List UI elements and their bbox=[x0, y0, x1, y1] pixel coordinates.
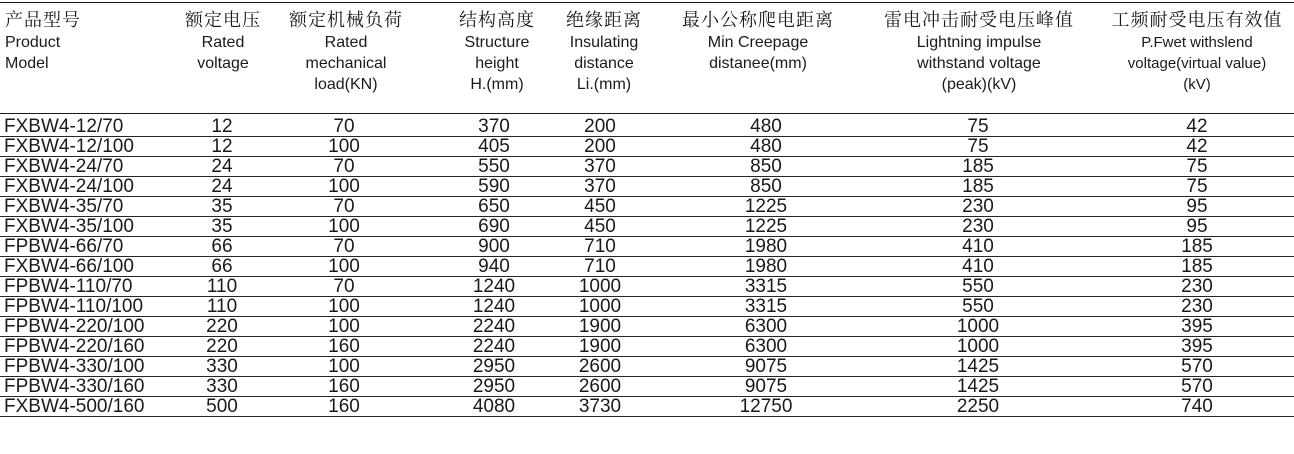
header-zh: 绝缘距离 bbox=[566, 10, 642, 31]
rated-voltage-cell: 110 bbox=[206, 296, 238, 317]
insulating-distance-cell: 3730 bbox=[578, 396, 622, 417]
creepage-distance-cell: 6300 bbox=[744, 316, 788, 337]
power-frequency-cell: 75 bbox=[1186, 156, 1208, 177]
insulating-distance-cell: 370 bbox=[584, 156, 616, 177]
structure-height-cell: 2950 bbox=[472, 356, 516, 377]
rated-voltage-cell: 12 bbox=[211, 136, 233, 157]
structure-height-cell: 940 bbox=[478, 256, 510, 277]
structure-height-cell: 2950 bbox=[472, 376, 516, 397]
mechanical-load-cell: 70 bbox=[333, 196, 355, 217]
header-product-model bbox=[5, 10, 155, 74]
power-frequency-cell: 75 bbox=[1186, 176, 1208, 197]
model-cell: FPBW4-110/100 bbox=[4, 296, 144, 317]
rated-voltage-cell: 330 bbox=[206, 376, 238, 397]
lightning-impulse-cell: 2250 bbox=[956, 396, 1000, 417]
mechanical-load-cell: 160 bbox=[328, 336, 360, 357]
mechanical-load-cell: 100 bbox=[328, 256, 360, 277]
model-cell: FPBW4-220/160 bbox=[4, 336, 145, 357]
table-row bbox=[0, 337, 1294, 357]
mechanical-load-cell: 70 bbox=[333, 276, 355, 297]
structure-height-cell: 2240 bbox=[472, 316, 516, 337]
header-zh: 雷电冲击耐受电压峰值 bbox=[884, 10, 1074, 31]
power-frequency-cell: 185 bbox=[1181, 236, 1213, 257]
structure-height-cell: 690 bbox=[478, 216, 510, 237]
mechanical-load-cell: 100 bbox=[328, 356, 360, 377]
power-frequency-cell: 95 bbox=[1186, 196, 1208, 217]
rated-voltage-cell: 220 bbox=[206, 336, 238, 357]
power-frequency-cell: 230 bbox=[1181, 276, 1213, 297]
lightning-impulse-cell: 75 bbox=[967, 136, 989, 157]
model-cell: FPBW4-330/160 bbox=[4, 376, 145, 397]
rated-voltage-cell: 35 bbox=[211, 216, 233, 237]
header-en: P.Fwet withslend voltage(virtual value) (kV) bbox=[1127, 34, 1267, 93]
header-en: Product Model bbox=[5, 34, 61, 72]
header-rated-voltage bbox=[172, 10, 274, 74]
rated-voltage-cell: 500 bbox=[206, 396, 238, 417]
power-frequency-cell: 740 bbox=[1181, 396, 1213, 417]
rated-voltage-cell: 24 bbox=[211, 156, 233, 177]
power-frequency-cell: 185 bbox=[1181, 256, 1213, 277]
insulating-distance-cell: 1900 bbox=[578, 316, 622, 337]
model-cell: FXBW4-24/100 bbox=[4, 176, 134, 197]
power-frequency-cell: 42 bbox=[1186, 116, 1208, 137]
creepage-distance-cell: 1980 bbox=[744, 236, 788, 257]
creepage-distance-cell: 1225 bbox=[744, 216, 788, 237]
power-frequency-cell: 570 bbox=[1181, 376, 1213, 397]
lightning-impulse-cell: 1425 bbox=[956, 376, 1000, 397]
header-zh: 结构高度 bbox=[459, 10, 535, 31]
creepage-distance-cell: 9075 bbox=[744, 356, 788, 377]
model-cell: FXBW4-12/100 bbox=[4, 136, 134, 157]
mechanical-load-cell: 160 bbox=[328, 396, 360, 417]
table-row bbox=[0, 237, 1294, 257]
insulating-distance-cell: 1900 bbox=[578, 336, 622, 357]
mechanical-load-cell: 100 bbox=[328, 296, 360, 317]
header-zh: 额定机械负荷 bbox=[289, 10, 403, 31]
insulating-distance-cell: 1000 bbox=[578, 276, 622, 297]
insulating-distance-cell: 200 bbox=[584, 116, 616, 137]
model-cell: FXBW4-35/100 bbox=[4, 216, 134, 237]
rated-voltage-cell: 12 bbox=[211, 116, 233, 137]
creepage-distance-cell: 480 bbox=[750, 136, 782, 157]
creepage-distance-cell: 850 bbox=[750, 176, 782, 197]
header-en: Structure height H.(mm) bbox=[464, 34, 530, 93]
power-frequency-cell: 230 bbox=[1181, 296, 1213, 317]
creepage-distance-cell: 480 bbox=[750, 116, 782, 137]
creepage-distance-cell: 1980 bbox=[744, 256, 788, 277]
model-cell: FPBW4-110/70 bbox=[4, 276, 133, 297]
structure-height-cell: 550 bbox=[478, 156, 510, 177]
table-row bbox=[0, 397, 1294, 417]
header-structure-height bbox=[442, 10, 552, 95]
insulating-distance-cell: 710 bbox=[584, 256, 616, 277]
header-zh: 产品型号 bbox=[5, 10, 81, 31]
creepage-distance-cell: 850 bbox=[750, 156, 782, 177]
structure-height-cell: 650 bbox=[478, 196, 510, 217]
insulating-distance-cell: 710 bbox=[584, 236, 616, 257]
lightning-impulse-cell: 230 bbox=[962, 216, 994, 237]
table-row bbox=[0, 297, 1294, 317]
structure-height-cell: 4080 bbox=[472, 396, 516, 417]
lightning-impulse-cell: 550 bbox=[962, 296, 994, 317]
insulating-distance-cell: 2600 bbox=[578, 356, 622, 377]
rated-voltage-cell: 66 bbox=[211, 256, 233, 277]
model-cell: FXBW4-12/70 bbox=[4, 116, 124, 137]
header-lightning-impulse-voltage bbox=[862, 10, 1096, 95]
mechanical-load-cell: 70 bbox=[333, 156, 355, 177]
table-row bbox=[0, 137, 1294, 157]
table-row bbox=[0, 257, 1294, 277]
power-frequency-cell: 570 bbox=[1181, 356, 1213, 377]
lightning-impulse-cell: 550 bbox=[962, 276, 994, 297]
model-cell: FPBW4-220/100 bbox=[4, 316, 145, 337]
header-zh: 工频耐受电压有效值 bbox=[1111, 10, 1283, 31]
mechanical-load-cell: 70 bbox=[333, 116, 355, 137]
header-bottom-rule bbox=[0, 113, 1294, 114]
table-row bbox=[0, 277, 1294, 297]
creepage-distance-cell: 3315 bbox=[744, 276, 788, 297]
structure-height-cell: 2240 bbox=[472, 336, 516, 357]
insulating-distance-cell: 1000 bbox=[578, 296, 622, 317]
header-en: Min Creepage distanee(mm) bbox=[707, 34, 809, 72]
power-frequency-cell: 42 bbox=[1186, 136, 1208, 157]
lightning-impulse-cell: 1000 bbox=[956, 336, 1000, 357]
model-cell: FXBW4-66/100 bbox=[4, 256, 134, 277]
table-row bbox=[0, 197, 1294, 217]
header-rated-mechanical-load bbox=[284, 10, 408, 95]
creepage-distance-cell: 1225 bbox=[744, 196, 788, 217]
table-row bbox=[0, 357, 1294, 377]
insulating-distance-cell: 450 bbox=[584, 196, 616, 217]
table-row bbox=[0, 217, 1294, 237]
header-en: Insulating distance Li.(mm) bbox=[569, 34, 639, 93]
lightning-impulse-cell: 410 bbox=[962, 256, 994, 277]
mechanical-load-cell: 100 bbox=[328, 316, 360, 337]
model-cell: FXBW4-24/70 bbox=[4, 156, 124, 177]
rated-voltage-cell: 35 bbox=[211, 196, 233, 217]
insulating-distance-cell: 370 bbox=[584, 176, 616, 197]
table-row bbox=[0, 177, 1294, 197]
creepage-distance-cell: 3315 bbox=[744, 296, 788, 317]
model-cell: FPBW4-66/70 bbox=[4, 236, 124, 257]
rated-voltage-cell: 330 bbox=[206, 356, 238, 377]
lightning-impulse-cell: 75 bbox=[967, 116, 989, 137]
header-zh: 额定电压 bbox=[185, 10, 261, 31]
creepage-distance-cell: 6300 bbox=[744, 336, 788, 357]
table-row bbox=[0, 377, 1294, 397]
lightning-impulse-cell: 410 bbox=[962, 236, 994, 257]
model-cell: FXBW4-35/70 bbox=[4, 196, 124, 217]
header-min-creepage-distance bbox=[662, 10, 854, 74]
table-row bbox=[0, 317, 1294, 337]
structure-height-cell: 590 bbox=[478, 176, 510, 197]
insulating-distance-cell: 200 bbox=[584, 136, 616, 157]
structure-height-cell: 1240 bbox=[472, 296, 516, 317]
rated-voltage-cell: 220 bbox=[206, 316, 238, 337]
header-en: Lightning impulse withstand voltage (peak)(kV) bbox=[916, 34, 1042, 93]
model-cell: FXBW4-500/160 bbox=[4, 396, 145, 417]
mechanical-load-cell: 70 bbox=[333, 236, 355, 257]
rated-voltage-cell: 110 bbox=[206, 276, 238, 297]
mechanical-load-cell: 100 bbox=[328, 216, 360, 237]
lightning-impulse-cell: 1425 bbox=[956, 356, 1000, 377]
insulating-distance-cell: 2600 bbox=[578, 376, 622, 397]
creepage-distance-cell: 12750 bbox=[739, 396, 793, 417]
power-frequency-cell: 395 bbox=[1181, 316, 1213, 337]
power-frequency-cell: 395 bbox=[1181, 336, 1213, 357]
model-cell: FPBW4-330/100 bbox=[4, 356, 145, 377]
header-zh: 最小公称爬电距离 bbox=[682, 10, 834, 31]
creepage-distance-cell: 9075 bbox=[744, 376, 788, 397]
table-body bbox=[0, 117, 1294, 417]
table-top-rule bbox=[0, 2, 1294, 3]
lightning-impulse-cell: 185 bbox=[962, 176, 994, 197]
table-row bbox=[0, 117, 1294, 137]
table-row bbox=[0, 157, 1294, 177]
structure-height-cell: 370 bbox=[478, 116, 510, 137]
header-en: Rated mechanical load(KN) bbox=[305, 34, 387, 93]
lightning-impulse-cell: 1000 bbox=[956, 316, 1000, 337]
structure-height-cell: 1240 bbox=[472, 276, 516, 297]
header-power-frequency-voltage bbox=[1100, 10, 1294, 95]
insulating-distance-cell: 450 bbox=[584, 216, 616, 237]
mechanical-load-cell: 100 bbox=[328, 136, 360, 157]
power-frequency-cell: 95 bbox=[1186, 216, 1208, 237]
lightning-impulse-cell: 185 bbox=[962, 156, 994, 177]
mechanical-load-cell: 100 bbox=[328, 176, 360, 197]
mechanical-load-cell: 160 bbox=[328, 376, 360, 397]
rated-voltage-cell: 24 bbox=[211, 176, 233, 197]
structure-height-cell: 405 bbox=[478, 136, 510, 157]
structure-height-cell: 900 bbox=[478, 236, 510, 257]
lightning-impulse-cell: 230 bbox=[962, 196, 994, 217]
header-en: Rated voltage bbox=[197, 34, 249, 72]
header-insulating-distance bbox=[555, 10, 653, 95]
rated-voltage-cell: 66 bbox=[211, 236, 233, 257]
